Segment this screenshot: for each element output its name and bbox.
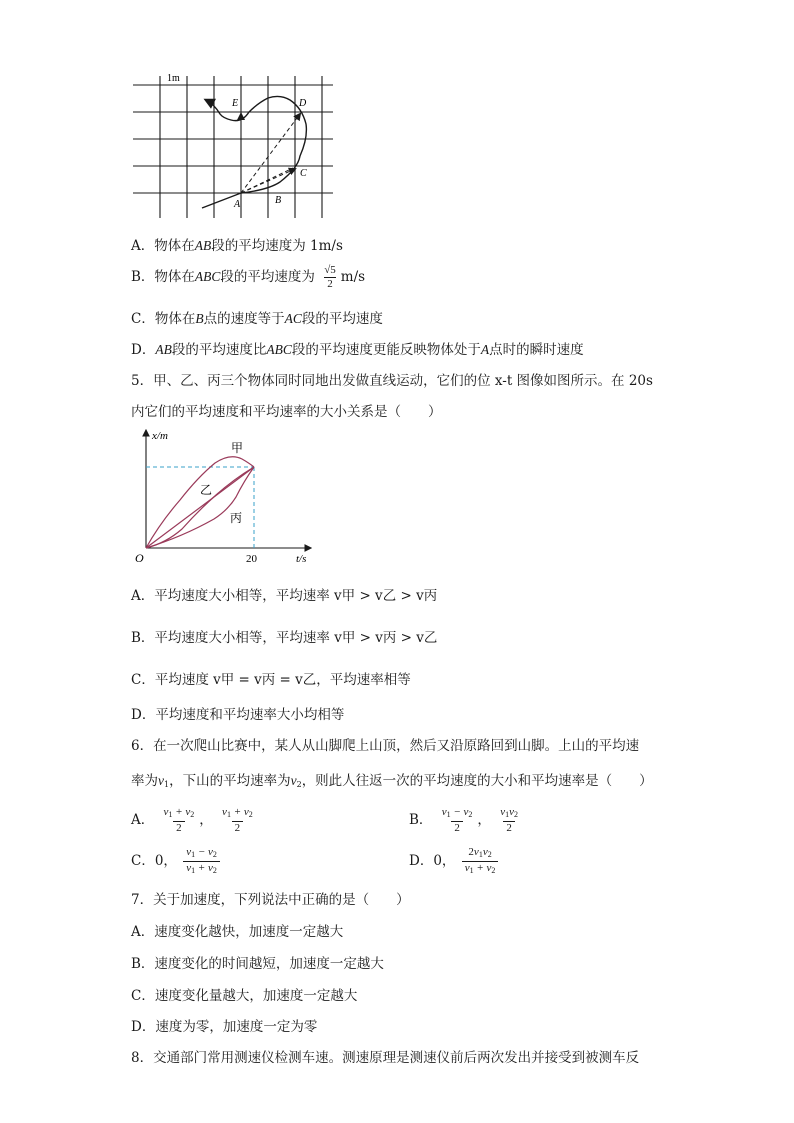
scale-label: 1m [167,73,180,84]
q5-option-d: D．平均速度和平均速率大小均相等 [131,707,345,723]
q6-stem-line1: 6．在一次爬山比赛中，某人从山脚爬上山顶，然后又沿原路回到山脚。上山的平均速 [131,738,640,754]
q4-option-a: A．物体在AB段的平均速度为 1m/s [131,238,343,254]
q4-option-b: B．物体在ABC段的平均速度为 $\frac{√5}{2}$ m/s [131,264,366,290]
q7-option-c: C．速度变化量越大，加速度一定越大 [131,988,358,1004]
y-axis-label: x/m [152,430,168,442]
q5-option-a: A．平均速度大小相等，平均速率 v甲 > v乙 > v丙 [131,588,438,604]
q6-option-a: A． $\frac{v_1 + v_2}{2}$ ， $\frac{v_1 + v_2}{2}$ [131,806,253,834]
q5-stem-line1: 5．甲、乙、丙三个物体同时同地出发做直线运动，它们的位 x-t 图像如图所示。在 20s [131,373,653,389]
q7-stem: 7．关于加速度，下列说法中正确的是（ ） [131,892,410,908]
q4-option-c: C．物体在B点的速度等于AC段的平均速度 [131,311,383,327]
xt-graph [130,425,315,570]
q6-stem-line2: 率为$v_1$，下山的平均速率为$v_2$，则此人往返一次的平均速度的大小和平均速率是（ ） [131,773,653,789]
q7-option-b: B．速度变化的时间越短，加速度一定越大 [131,956,384,972]
q7-option-a: A．速度变化越快，加速度一定越大 [131,924,344,940]
q5-stem-line2: 内它们的平均速度和平均速率的大小关系是（ ） [131,404,442,420]
t-tick-20: 20 [246,553,257,565]
curve-label-yi: 乙 [200,483,213,497]
origin-label: O [135,551,144,565]
point-label-c: C [300,168,307,179]
q8-stem: 8．交通部门常用测速仪检测车速。测速原理是测速仪前后两次发出并接受到被测车反 [131,1050,640,1066]
q6-option-c: C．0， $\frac{v_1 - v_2}{v_1 + v_2}$ [131,846,222,877]
q7-option-d: D．速度为零，加速度一定为零 [131,1019,318,1035]
q4-option-d: D．AB段的平均速度比ABC段的平均速度更能反映物体处于A点时的瞬时速度 [131,342,584,358]
fraction-sqrt5-over-2: $\frac{√5}{2}$ [324,264,336,290]
q5-option-c: C．平均速度 v甲 = v丙 = v乙，平均速率相等 [131,672,411,688]
grid-path-figure [130,68,340,223]
q6-option-b: B． $\frac{v_1 - v_2}{2}$ ， $\frac{v_1v_2}{2}$ [409,806,518,834]
curve-label-jia: 甲 [231,441,244,455]
point-label-e: E [232,98,239,109]
x-axis-label: t/s [296,553,307,565]
q5-option-b: B．平均速度大小相等，平均速率 v甲 > v丙 > v乙 [131,630,438,646]
point-label-d: D [299,98,307,109]
q6-option-d: D．0， $\frac{2v_1v_2}{v_1 + v_2}$ [409,846,500,877]
point-label-b: B [275,195,282,206]
curve-label-bing: 丙 [230,511,243,525]
point-label-a: A [234,199,241,210]
